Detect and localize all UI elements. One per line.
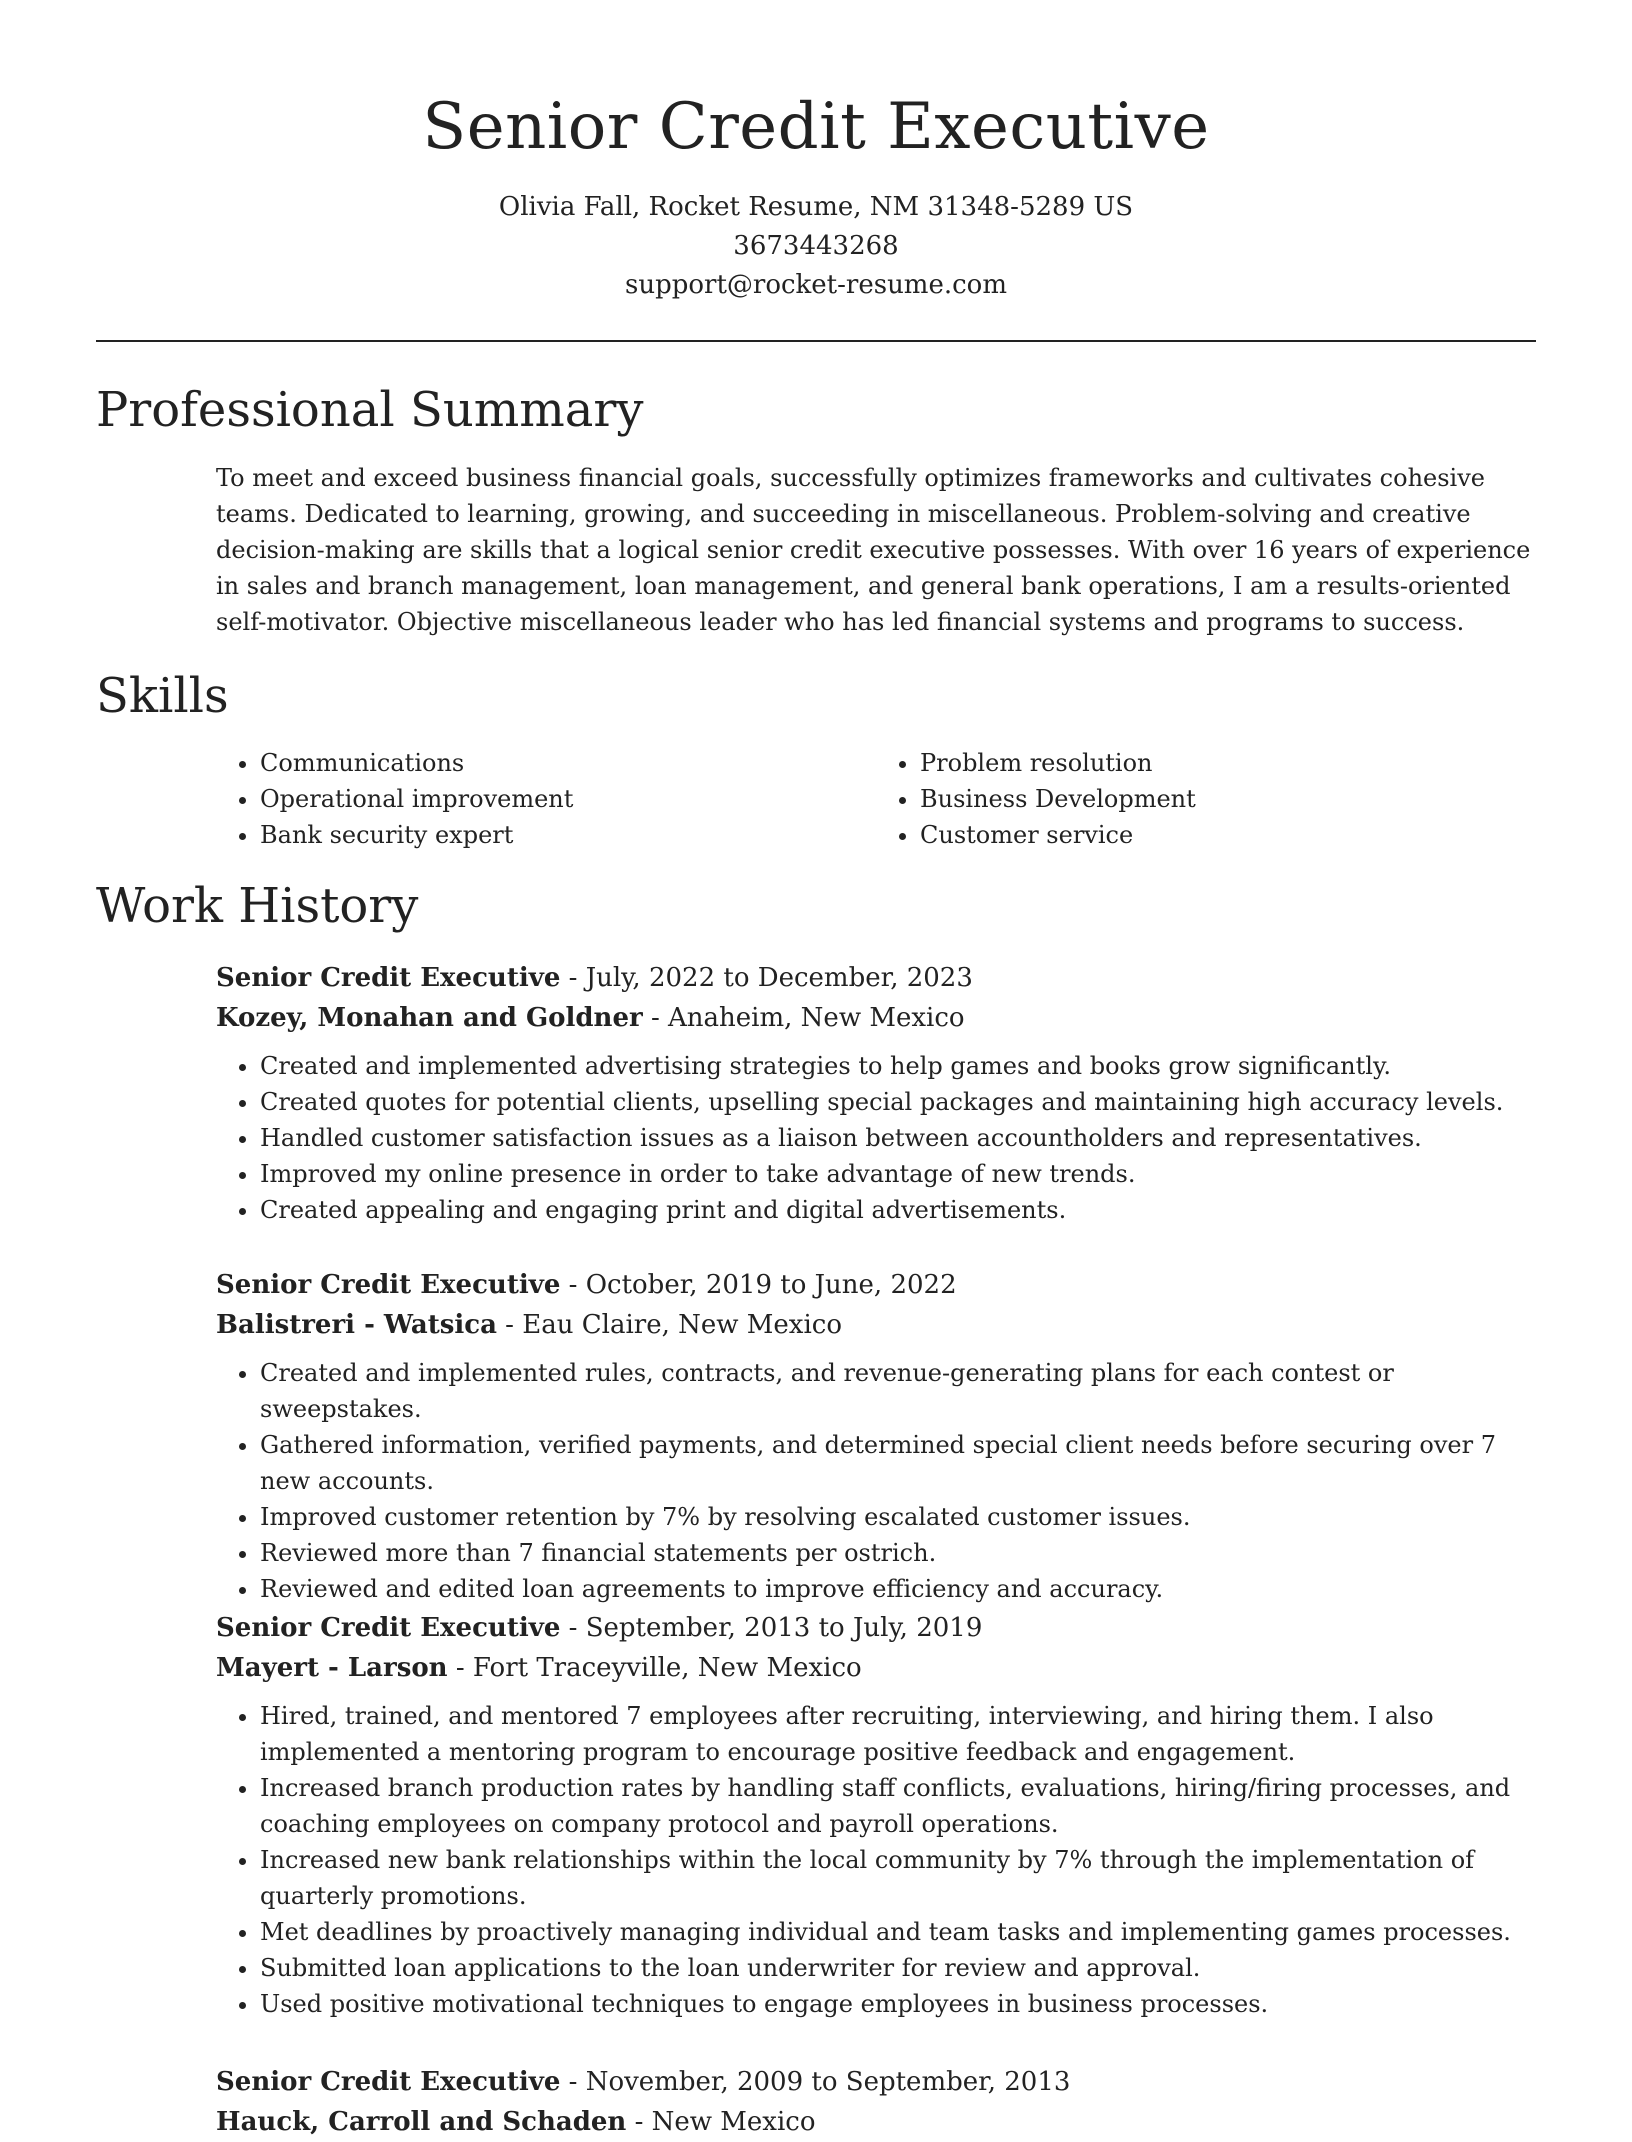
- job-bullet: • Created and implemented rules, contracts, and revenue-generating plans for each contest or sweepstakes.: [260, 1355, 1536, 1427]
- resume-header: [0, 0, 1632, 305]
- skills-column-left: [216, 745, 876, 853]
- separator: -: [560, 1270, 586, 1300]
- job-company: Mayert - Larson: [216, 1653, 448, 1683]
- job-bullet: • Reviewed and edited loan agreements to improve efficiency and accuracy.: [260, 1571, 1536, 1607]
- separator: -: [447, 1653, 473, 1683]
- job-bullet: • Increased branch production rates by handling staff conflicts, evaluations, hiring/firing processes, and coaching employees on company protocol and payroll operations.: [260, 1770, 1536, 1842]
- skills-list: [216, 745, 1536, 853]
- job-entry: [216, 1265, 1536, 1607]
- job-title-line: [216, 1608, 1536, 1648]
- job-company: Balistreri - Watsica: [216, 1310, 497, 1340]
- job-bullet: • Met deadlines by proactively managing individual and team tasks and implementing games processes.: [260, 1914, 1536, 1950]
- job-title-line: [216, 1265, 1536, 1305]
- skills-column-right: [876, 745, 1536, 853]
- skill-item: • Bank security expert: [260, 817, 876, 853]
- section-title-summary: Professional Summary: [96, 382, 644, 438]
- job-role: Senior Credit Executive: [216, 1270, 561, 1300]
- job-bullet: • Reviewed more than 7 financial statements per ostrich.: [260, 1535, 1536, 1571]
- job-entry: [216, 2062, 1536, 2142]
- job-title-line: [216, 2062, 1536, 2102]
- skill-item: • Problem resolution: [920, 745, 1536, 781]
- job-entry: [216, 1608, 1536, 2022]
- section-title-work-history: Work History: [96, 878, 419, 934]
- skill-item: • Operational improvement: [260, 781, 876, 817]
- job-bullets: [216, 1048, 1536, 1228]
- section-title-skills: Skills: [96, 668, 229, 724]
- job-role: Senior Credit Executive: [216, 2067, 561, 2097]
- job-bullet: • Used positive motivational techniques to engage employees in business processes.: [260, 1986, 1536, 2022]
- job-location: Eau Claire, New Mexico: [522, 1310, 842, 1340]
- job-location: Fort Traceyville, New Mexico: [472, 1653, 862, 1683]
- header-divider: [96, 340, 1536, 342]
- job-location: Anaheim, New Mexico: [668, 1003, 965, 1033]
- job-bullet: • Created and implemented advertising strategies to help games and books grow significantly.: [260, 1048, 1536, 1084]
- separator: -: [626, 2107, 652, 2137]
- skill-item: • Customer service: [920, 817, 1536, 853]
- job-company: Kozey, Monahan and Goldner: [216, 1003, 643, 1033]
- summary-text: To meet and exceed business financial goals, successfully optimizes frameworks and cultivates cohesive teams. Dedicated to learning, growing, and succeeding in miscellaneous. Problem-solving and creative decision-making are skills that a logical senior credit executive possesses. With over 16 years of experience in sales and branch management, loan management, and general bank operations, I am a results-oriented self-motivator. Objective miscellaneous leader who has led financial systems and programs to success.: [216, 464, 1531, 636]
- job-company-line: [216, 2102, 1536, 2142]
- separator: -: [560, 963, 586, 993]
- contact-block: [0, 188, 1632, 305]
- job-dates: September, 2013 to July, 2019: [585, 1613, 983, 1643]
- job-bullet: • Created quotes for potential clients, upselling special packages and maintaining high accuracy levels.: [260, 1084, 1536, 1120]
- job-role: Senior Credit Executive: [216, 963, 561, 993]
- job-role: Senior Credit Executive: [216, 1613, 561, 1643]
- skill-item: • Business Development: [920, 781, 1536, 817]
- job-company-line: [216, 998, 1536, 1038]
- job-company: Hauck, Carroll and Schaden: [216, 2107, 627, 2137]
- job-bullet: • Increased new bank relationships within the local community by 7% through the implementation of quarterly promotions.: [260, 1842, 1536, 1914]
- separator: -: [560, 1613, 586, 1643]
- job-dates: July, 2022 to December, 2023: [585, 963, 973, 993]
- resume-title: Senior Credit Executive: [422, 90, 1210, 164]
- job-company-line: [216, 1305, 1536, 1345]
- contact-phone: 3673443268: [733, 231, 899, 261]
- job-company-line: [216, 1648, 1536, 1688]
- contact-email: support@rocket-resume.com: [624, 270, 1007, 300]
- job-bullet: • Improved customer retention by 7% by resolving escalated customer issues.: [260, 1499, 1536, 1535]
- job-bullets: [216, 1698, 1536, 2022]
- job-title-line: [216, 958, 1536, 998]
- separator: -: [496, 1310, 523, 1340]
- separator: -: [642, 1003, 669, 1033]
- job-bullet: • Improved my online presence in order to take advantage of new trends.: [260, 1156, 1536, 1192]
- job-bullet: • Handled customer satisfaction issues as a liaison between accountholders and representatives.: [260, 1120, 1536, 1156]
- job-location: New Mexico: [651, 2107, 816, 2137]
- job-entry: [216, 958, 1536, 1228]
- job-bullet: • Created appealing and engaging print and digital advertisements.: [260, 1192, 1536, 1228]
- job-bullets: [216, 1355, 1536, 1607]
- separator: -: [560, 2067, 586, 2097]
- contact-address: Olivia Fall, Rocket Resume, NM 31348-5289 US: [498, 192, 1134, 222]
- job-bullet: • Hired, trained, and mentored 7 employees after recruiting, interviewing, and hiring them. I also implemented a mentoring program to encourage positive feedback and engagement.: [260, 1698, 1536, 1770]
- skill-item: • Communications: [260, 745, 876, 781]
- job-bullet: • Submitted loan applications to the loan underwriter for review and approval.: [260, 1950, 1536, 1986]
- job-dates: November, 2009 to September, 2013: [585, 2067, 1071, 2097]
- job-bullet: • Gathered information, verified payments, and determined special client needs before securing over 7 new accounts.: [260, 1427, 1536, 1499]
- job-dates: October, 2019 to June, 2022: [585, 1270, 957, 1300]
